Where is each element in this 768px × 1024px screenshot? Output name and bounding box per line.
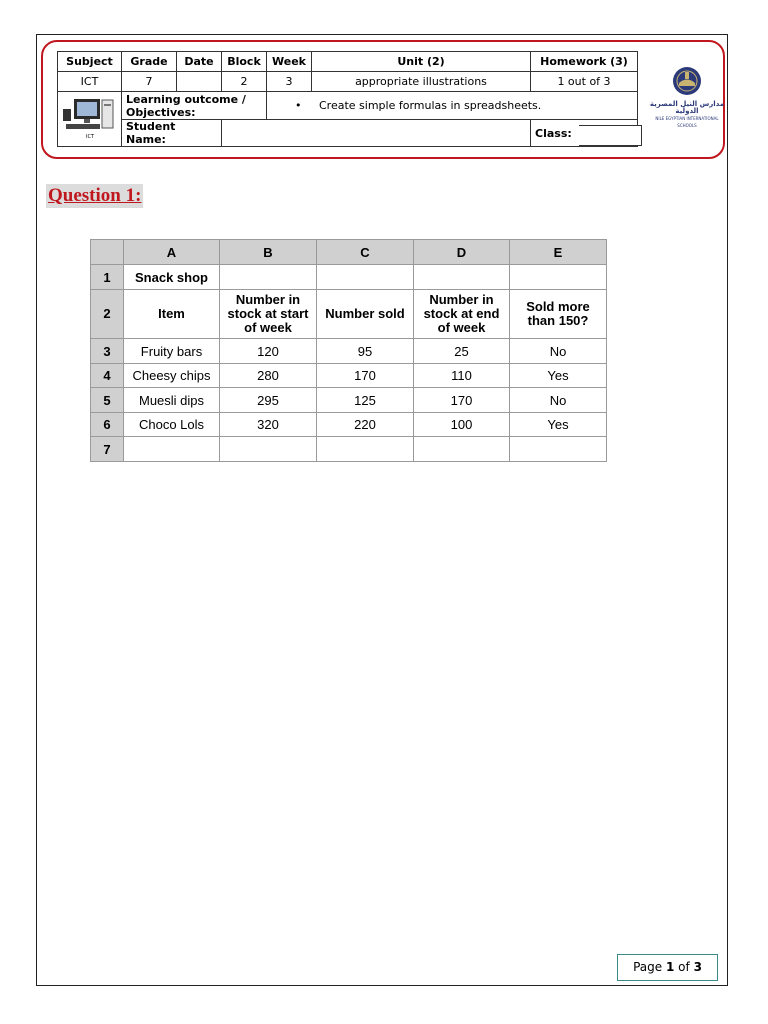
student-row [58, 120, 638, 147]
class-label: Class: [531, 120, 638, 147]
label-date: Date [177, 52, 222, 72]
unit-title: appropriate illustrations [312, 72, 531, 92]
table-row [91, 413, 607, 437]
page-frame [36, 34, 728, 986]
header-label-row [58, 52, 638, 72]
cell-c1[interactable] [317, 265, 414, 290]
cell-e7[interactable] [510, 437, 607, 462]
cell-d7[interactable] [414, 437, 510, 462]
objective-bullet: • [295, 99, 302, 112]
spreadsheet-table [90, 239, 607, 462]
row-header: 4 [91, 364, 124, 388]
subject-value: ICT [58, 72, 122, 92]
cell-a6[interactable]: Choco Lols [124, 413, 220, 437]
cell-d2[interactable]: Number in stock at end of week [414, 290, 510, 339]
cell-a5[interactable]: Muesli dips [124, 388, 220, 413]
learning-outcome-label: Learning outcome / Objectives: [122, 92, 267, 120]
table-row [91, 265, 607, 290]
cell-b5[interactable]: 295 [220, 388, 317, 413]
objective-text: Create simple formulas in spreadsheets. [319, 99, 542, 112]
cell-e1[interactable] [510, 265, 607, 290]
cell-d3[interactable]: 25 [414, 339, 510, 364]
label-grade: Grade [122, 52, 177, 72]
cell-a3[interactable]: Fruity bars [124, 339, 220, 364]
row-header: 5 [91, 388, 124, 413]
label-subject: Subject [58, 52, 122, 72]
cell-a1[interactable]: Snack shop [124, 265, 220, 290]
cell-d4[interactable]: 110 [414, 364, 510, 388]
computer-icon-caption: ICT [85, 133, 94, 140]
school-name-arabic: مدارس النيل المصرية الدولية [649, 100, 725, 115]
question-title: Question 1: [48, 185, 142, 206]
label-week: Week [267, 52, 312, 72]
cell-e4[interactable]: Yes [510, 364, 607, 388]
computer-icon-cell [58, 92, 122, 147]
cell-c3[interactable]: 95 [317, 339, 414, 364]
column-header: A [124, 240, 220, 265]
objective-cell [267, 92, 638, 120]
row-header: 6 [91, 413, 124, 437]
cell-d1[interactable] [414, 265, 510, 290]
cell-b7[interactable] [220, 437, 317, 462]
student-name-label: Student Name: [122, 120, 222, 147]
corner-cell [91, 240, 124, 265]
computer-icon [60, 95, 120, 141]
table-row [91, 364, 607, 388]
cell-d6[interactable]: 100 [414, 413, 510, 437]
cell-a4[interactable]: Cheesy chips [124, 364, 220, 388]
cell-e3[interactable]: No [510, 339, 607, 364]
school-name-english: NILE EGYPTIAN INTERNATIONAL SCHOOLS [655, 116, 719, 128]
column-header: D [414, 240, 510, 265]
cell-c4[interactable]: 170 [317, 364, 414, 388]
cell-b3[interactable]: 120 [220, 339, 317, 364]
cell-a2[interactable]: Item [124, 290, 220, 339]
school-logo-text [647, 101, 727, 129]
label-unit: Unit (2) [312, 52, 531, 72]
table-row [91, 290, 607, 339]
cell-b6[interactable]: 320 [220, 413, 317, 437]
column-header: B [220, 240, 317, 265]
column-header-row [91, 240, 607, 265]
cell-b1[interactable] [220, 265, 317, 290]
row-header: 7 [91, 437, 124, 462]
block-value: 2 [222, 72, 267, 92]
row-header: 3 [91, 339, 124, 364]
date-value[interactable] [177, 72, 222, 92]
cell-c2[interactable]: Number sold [317, 290, 414, 339]
cell-e6[interactable]: Yes [510, 413, 607, 437]
objectives-row [58, 92, 638, 120]
cell-b4[interactable]: 280 [220, 364, 317, 388]
page-number-box [617, 954, 718, 981]
header-value-row [58, 72, 638, 92]
cell-e2[interactable]: Sold more than 150? [510, 290, 607, 339]
label-homework: Homework (3) [531, 52, 638, 72]
cell-b2[interactable]: Number in stock at start of week [220, 290, 317, 339]
table-row [91, 388, 607, 413]
header-table [57, 51, 638, 147]
student-name-field[interactable] [222, 120, 531, 147]
table-row [91, 437, 607, 462]
page-current: 1 [665, 960, 675, 974]
column-header: C [317, 240, 414, 265]
row-header: 2 [91, 290, 124, 339]
column-header: E [510, 240, 607, 265]
cell-c6[interactable]: 220 [317, 413, 414, 437]
week-value: 3 [267, 72, 312, 92]
label-block: Block [222, 52, 267, 72]
cell-a7[interactable] [124, 437, 220, 462]
homework-progress: 1 out of 3 [531, 72, 638, 92]
page-total: 3 [693, 960, 702, 974]
row-header: 1 [91, 265, 124, 290]
cell-c7[interactable] [317, 437, 414, 462]
table-row [91, 339, 607, 364]
page-word: Page [633, 960, 663, 974]
cell-c5[interactable]: 125 [317, 388, 414, 413]
grade-value: 7 [122, 72, 177, 92]
page-of: of [678, 960, 690, 974]
cell-e5[interactable]: No [510, 388, 607, 413]
class-field[interactable] [579, 125, 642, 146]
cell-d5[interactable]: 170 [414, 388, 510, 413]
